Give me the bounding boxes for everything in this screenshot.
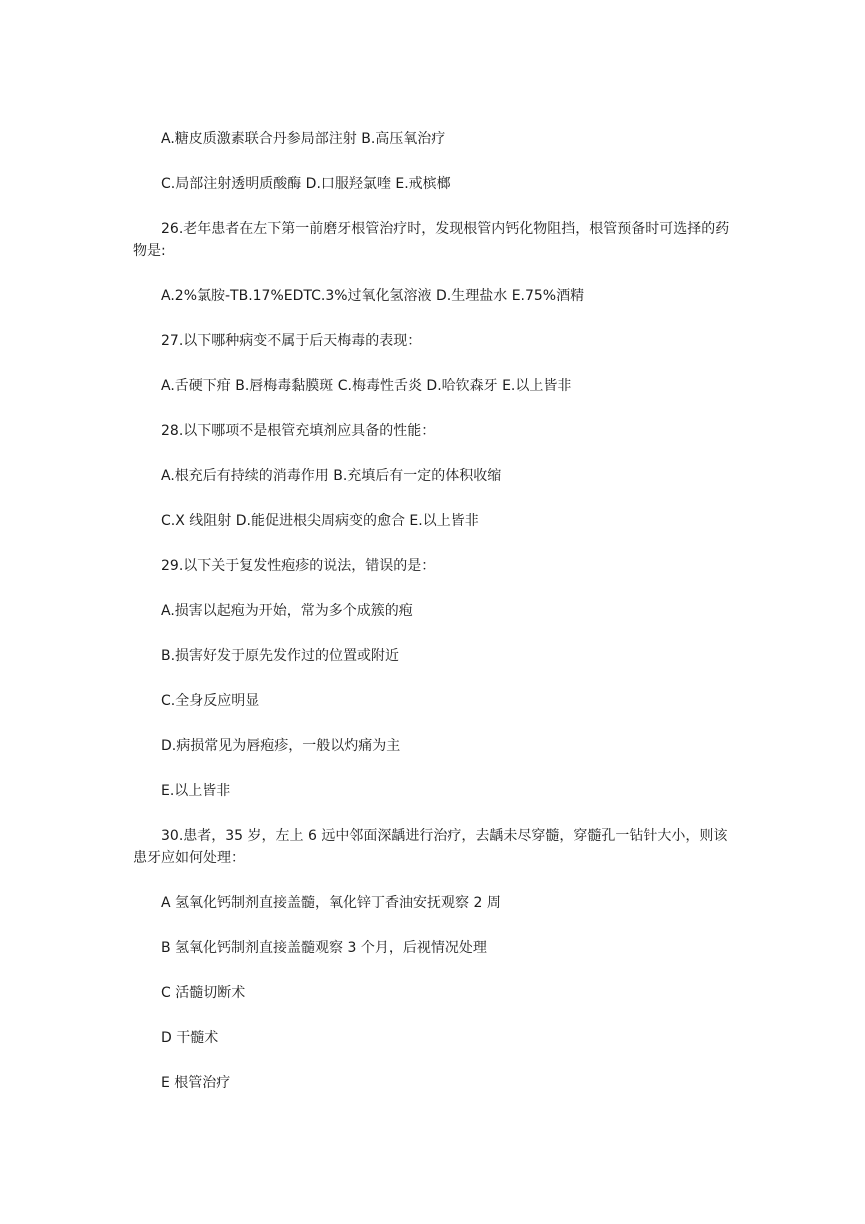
question-27: 27.以下哪种病变不属于后天梅毒的表现：	[161, 333, 422, 349]
question-26: 26.老年患者在左下第一前磨牙根管治疗时，发现根管内钙化物阻挡，根管预备时可选择的药物是:	[133, 221, 730, 259]
question-30-option-c: C 活髓切断术	[161, 985, 246, 1001]
question-27-options: A.舌硬下疳 B.唇梅毒黏膜斑 C.梅毒性舌炎 D.哈钦森牙 E.以上皆非	[161, 378, 572, 394]
question-30: 30.患者，35 岁，左上 6 远中邻面深龋进行治疗，去龋未尽穿髓，穿髓孔一钻针大小，则该患牙应如何处理：	[133, 828, 728, 866]
question-29-option-c: C.全身反应明显	[161, 693, 260, 709]
question-26-options: A.2%氯胺-TB.17%EDTC.3%过氧化氢溶液 D.生理盐水 E.75%酒精	[161, 288, 585, 304]
document-body	[133, 128, 733, 1094]
question-28-options-2: C.X 线阻射 D.能促进根尖周病变的愈合 E.以上皆非	[161, 513, 479, 529]
question-30-option-e: E 根管治疗	[161, 1075, 231, 1091]
question-30-option-b: B 氢氧化钙制剂直接盖髓观察 3 个月，后视情况处理	[161, 940, 487, 956]
question-29-option-a: A.损害以起疱为开始，常为多个成簇的疱	[161, 603, 413, 619]
question-28: 28.以下哪项不是根管充填剂应具备的性能：	[161, 423, 436, 439]
question-28-options-1: A.根充后有持续的消毒作用 B.充填后有一定的体积收缩	[161, 468, 502, 484]
question-29-option-d: D.病损常见为唇疱疹，一般以灼痛为主	[161, 738, 401, 754]
question-30-option-d: D 干髓术	[161, 1030, 219, 1046]
question-29-option-e: E.以上皆非	[161, 783, 231, 799]
q25-options-line-2: C.局部注射透明质酸酶 D.口服羟氯喹 E.戒槟榔	[161, 176, 451, 192]
question-30-option-a: A 氢氧化钙制剂直接盖髓，氧化锌丁香油安抚观察 2 周	[161, 895, 501, 911]
question-29: 29.以下关于复发性疱疹的说法，错误的是：	[161, 558, 436, 574]
q25-options-line-1: A.糖皮质激素联合丹参局部注射 B.高压氧治疗	[161, 131, 446, 147]
question-29-option-b: B.损害好发于原先发作过的位置或附近	[161, 648, 400, 664]
